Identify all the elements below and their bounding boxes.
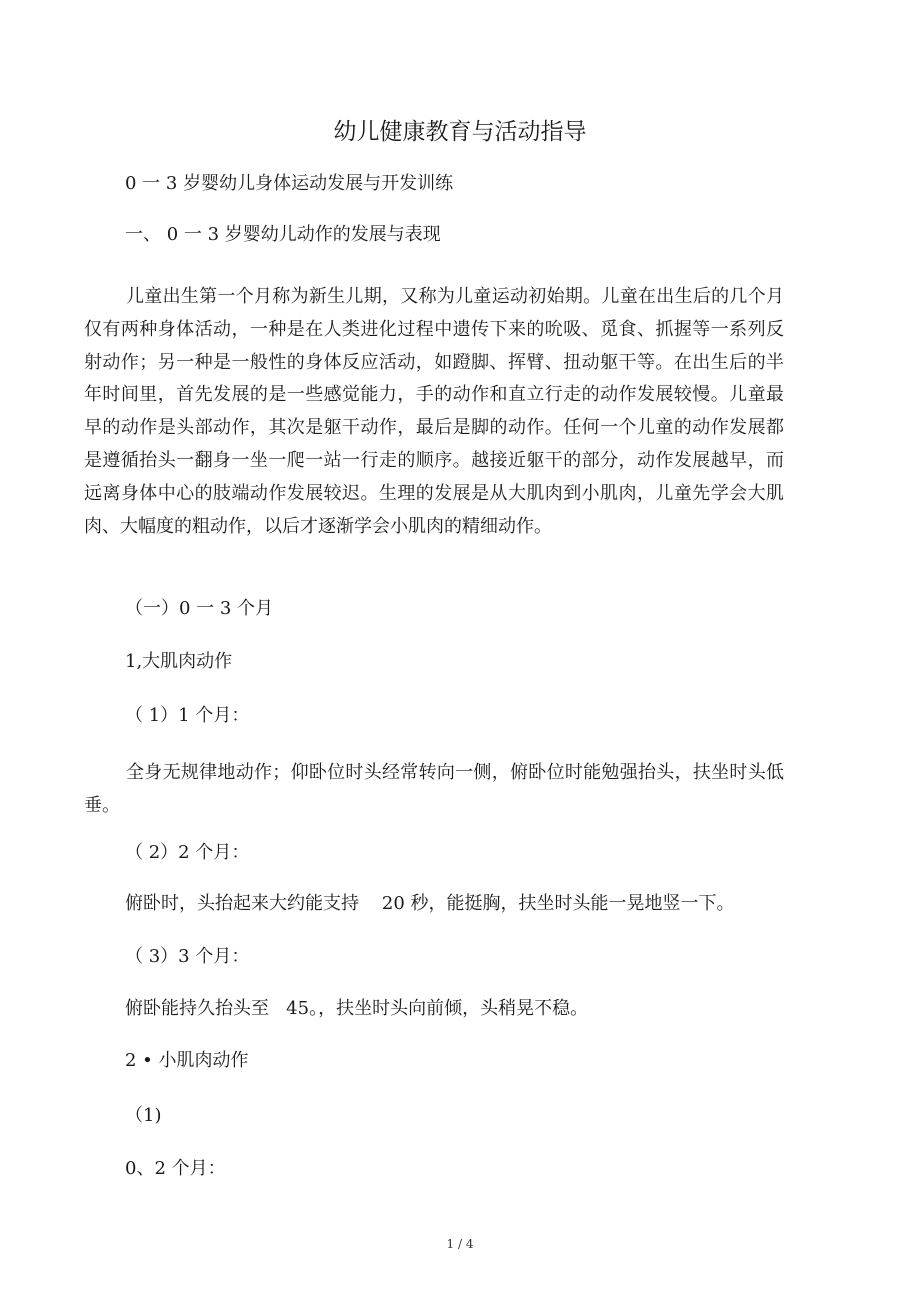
document-title: 幼儿健康教育与活动指导 <box>333 119 587 145</box>
fine-motor-heading: 2 • 小肌肉动作 <box>125 1050 249 1071</box>
month-3-text: 俯卧能持久抬头至 45。，扶坐时头向前倾，头稍晃不稳。 <box>125 998 589 1019</box>
month-2-text: 俯卧时，头抬起来大约能支持 20 秒，能挺胸，扶坐时头能一晃地竖一下。 <box>125 893 735 914</box>
month-2-heading: （ 2）2 个月： <box>125 842 250 863</box>
intro-paragraph: 儿童出生第一个月称为新生儿期，又称为儿童运动初始期。儿童在出生后的几个月仅有两种身体活动，一种是在人类进化过程中遗传下来的吮吸、觅食、抓握等一系列反射动作；另一种是一般性的身体反应活动，如蹬脚、挥臂、扭动躯干等。在出生后的半年时间里，首先发展的是一些感觉能力，手的动作和直立行走的动作发展较慢。儿童最早的动作是头部动作，其次是躯干动作，最后是脚的动作。任何一个儿童的动作发展都是遵循抬头一翻身一坐一爬一站一行走的顺序。越接近躯干的部分，动作发展越早，而远离身体中心的肢端动作发展较迟。生理的发展是从大肌肉到小肌肉，儿童先学会大肌肉、大幅度的粗动作，以后才逐渐学会小肌肉的精细动作。 <box>84 286 784 537</box>
subtitle: 0 一 3 岁婴幼儿身体运动发展与开发训练 <box>125 173 454 194</box>
section-heading: 一、 0 一 3 岁婴幼儿动作的发展与表现 <box>125 224 441 245</box>
fine-item-1: （1) <box>125 1105 162 1126</box>
page-indicator: 1 / 4 <box>446 1237 474 1251</box>
gross-motor-heading: 1,大肌肉动作 <box>125 651 233 672</box>
month-1-text: 全身无规律地动作；仰卧位时头经常转向一侧，俯卧位时能勉强抬头，扶坐时头低垂。 <box>84 762 784 816</box>
month-1-heading: （ 1）1 个月： <box>125 705 250 726</box>
month-3-heading: （ 3）3 个月： <box>125 946 250 967</box>
sub-heading: （一）0 一 3 个月 <box>125 598 274 619</box>
fine-item-1-age: 0、2 个月： <box>125 1158 226 1179</box>
